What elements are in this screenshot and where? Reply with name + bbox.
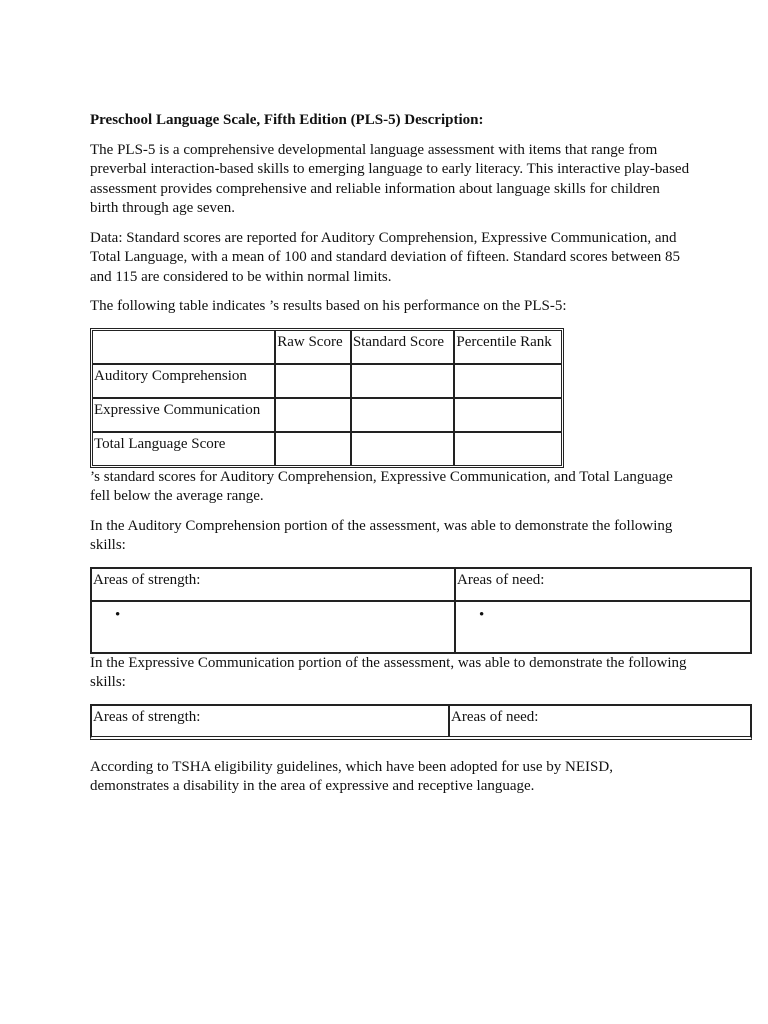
auditory-need-cell[interactable]	[456, 602, 750, 652]
expressive-strength-header[interactable]: Areas of strength:	[92, 706, 450, 736]
scores-table	[90, 328, 564, 468]
row-label-auditory: Auditory Comprehension	[93, 365, 276, 399]
auditory-strength-header: Areas of strength:	[92, 569, 456, 602]
cell-standard[interactable]	[352, 365, 456, 399]
document-page	[90, 111, 690, 807]
cell-standard[interactable]	[352, 399, 456, 433]
cell-percentile[interactable]	[455, 433, 561, 465]
data-paragraph: Data: Standard scores are reported for Auditory Comprehension, Expressive Communication, and Total Language, with a mean of 100 and standard deviation of fifteen. Standard scores between 85 and 115 are considered to be within normal limits.	[90, 229, 681, 285]
row-label-expressive: Expressive Communication	[93, 399, 276, 433]
row-label-total: Total Language Score	[93, 433, 276, 465]
auditory-skills-table	[90, 567, 752, 654]
intro-paragraph: The PLS-5 is a comprehensive developmental language assessment with items that range from preverbal interaction-based skills to emerging language to early literacy. This interactive play-based assessment provides comprehensive and reliable information about language skills for children birth through age seven.	[90, 141, 690, 216]
cell-percentile[interactable]	[455, 365, 561, 399]
cell-raw[interactable]	[276, 433, 352, 465]
list-bullet: •	[479, 606, 485, 623]
expressive-skills-table	[90, 704, 752, 740]
expressive-skills-header-row	[92, 706, 750, 736]
scores-header-standard: Standard Score	[352, 331, 456, 365]
scores-header-raw: Raw Score	[276, 331, 352, 365]
table-intro-paragraph: The following table indicates ’s results based on his performance on the PLS-5:	[90, 298, 567, 314]
scores-header-row	[93, 331, 561, 365]
cell-raw[interactable]	[276, 365, 352, 399]
cell-raw[interactable]	[276, 399, 352, 433]
table-row	[93, 365, 561, 399]
auditory-intro-paragraph: In the Auditory Comprehension portion of the assessment, was able to demonstrate the following skills:	[90, 517, 673, 553]
list-bullet: •	[115, 606, 121, 623]
scores-header-percentile: Percentile Rank	[455, 331, 561, 365]
expressive-intro-paragraph: In the Expressive Communication portion of the assessment, was able to demonstrate the following skills:	[90, 654, 687, 690]
auditory-strength-cell[interactable]	[92, 602, 456, 652]
cell-percentile[interactable]	[455, 399, 561, 433]
auditory-skills-body-row	[92, 602, 750, 652]
auditory-skills-header-row	[92, 569, 750, 602]
table-row	[93, 433, 561, 465]
conclusion-paragraph: According to TSHA eligibility guidelines, which have been adopted for use by NEISD, demonstrates a disability in the area of expressive and receptive language.	[90, 758, 613, 794]
table-row	[93, 399, 561, 433]
expressive-need-header[interactable]: Areas of need:	[451, 708, 539, 725]
cell-standard[interactable]	[352, 433, 456, 465]
scores-header-blank	[93, 331, 276, 365]
below-average-paragraph: ’s standard scores for Auditory Comprehension, Expressive Communication, and Total Language fell below the average range.	[90, 468, 673, 504]
auditory-need-header: Areas of need:	[456, 569, 750, 602]
document-title: Preschool Language Scale, Fifth Edition (PLS-5) Description:	[90, 112, 484, 128]
